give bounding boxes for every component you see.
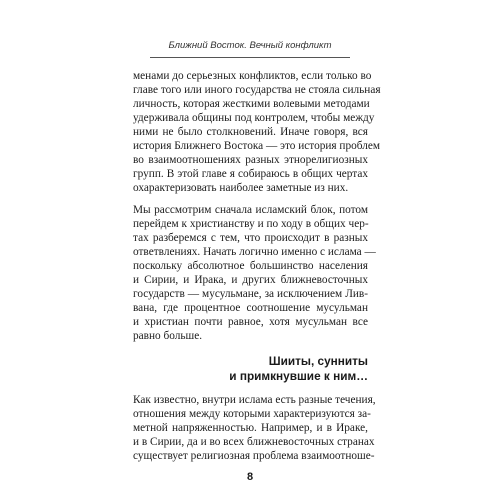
text-line: и Сирии, и Ирака, и других ближневосточных (133, 274, 368, 286)
text-line: тах разберемся с тем, что происходит в разных (133, 232, 368, 244)
text-line: равно больше. (133, 330, 203, 342)
text-line: во взаимоотношениях разных этнорелигиозных (133, 154, 368, 166)
heading-line: Шииты, сунниты (268, 354, 368, 368)
page-number: 8 (246, 471, 254, 483)
text-line: главе того или иного государства не стояла сильная (133, 84, 381, 96)
text-line: перейдем к христианству и по ходу в общих чер- (133, 218, 369, 230)
text-line: личность, которая жесткими волевыми методами (133, 98, 370, 110)
text-line: метной напряженностью. Например, и в Ираке, (133, 422, 368, 434)
text-line: ответвлениях. Начать логично именно с ислама — (133, 246, 376, 258)
running-head: Ближний Восток. Вечный конфликт (168, 40, 332, 51)
text-line: охарактеризовать наиболее заметные из них. (133, 182, 349, 194)
text-line: Мы рассмотрим сначала исламский блок, потом (133, 204, 368, 216)
text-line: история Ближнего Востока — это история проблем (133, 140, 381, 152)
header-rule (150, 57, 350, 58)
heading-line: и примкнувшие к ним… (229, 369, 368, 383)
text-line: и христиан почти равное, хотя мусульман все (133, 316, 368, 328)
text-line: ними не было столкновений. Иначе говоря, вся (133, 126, 368, 138)
text-line: существует религиозная проблема взаимоотноше- (133, 450, 375, 462)
text-line: удерживала общины под контролем, чтобы между (133, 112, 375, 124)
text-line: отношения между которыми характеризуются за- (133, 408, 371, 420)
text-line: вана, где процентное соотношение мусульман (133, 302, 368, 314)
text-line: менами до серьезных конфликтов, если только во (133, 70, 372, 82)
text-line: групп. В этой главе я собираюсь в общих чертах (133, 168, 368, 180)
text-line: поскольку абсолютное большинство населения (133, 260, 368, 272)
text-line: Как известно, внутри ислама есть разные течения, (133, 394, 376, 406)
text-line: и в Сирии, да и во всех ближневосточных странах (133, 436, 375, 448)
text-line: государств — мусульмане, за исключением Лив- (133, 288, 368, 300)
